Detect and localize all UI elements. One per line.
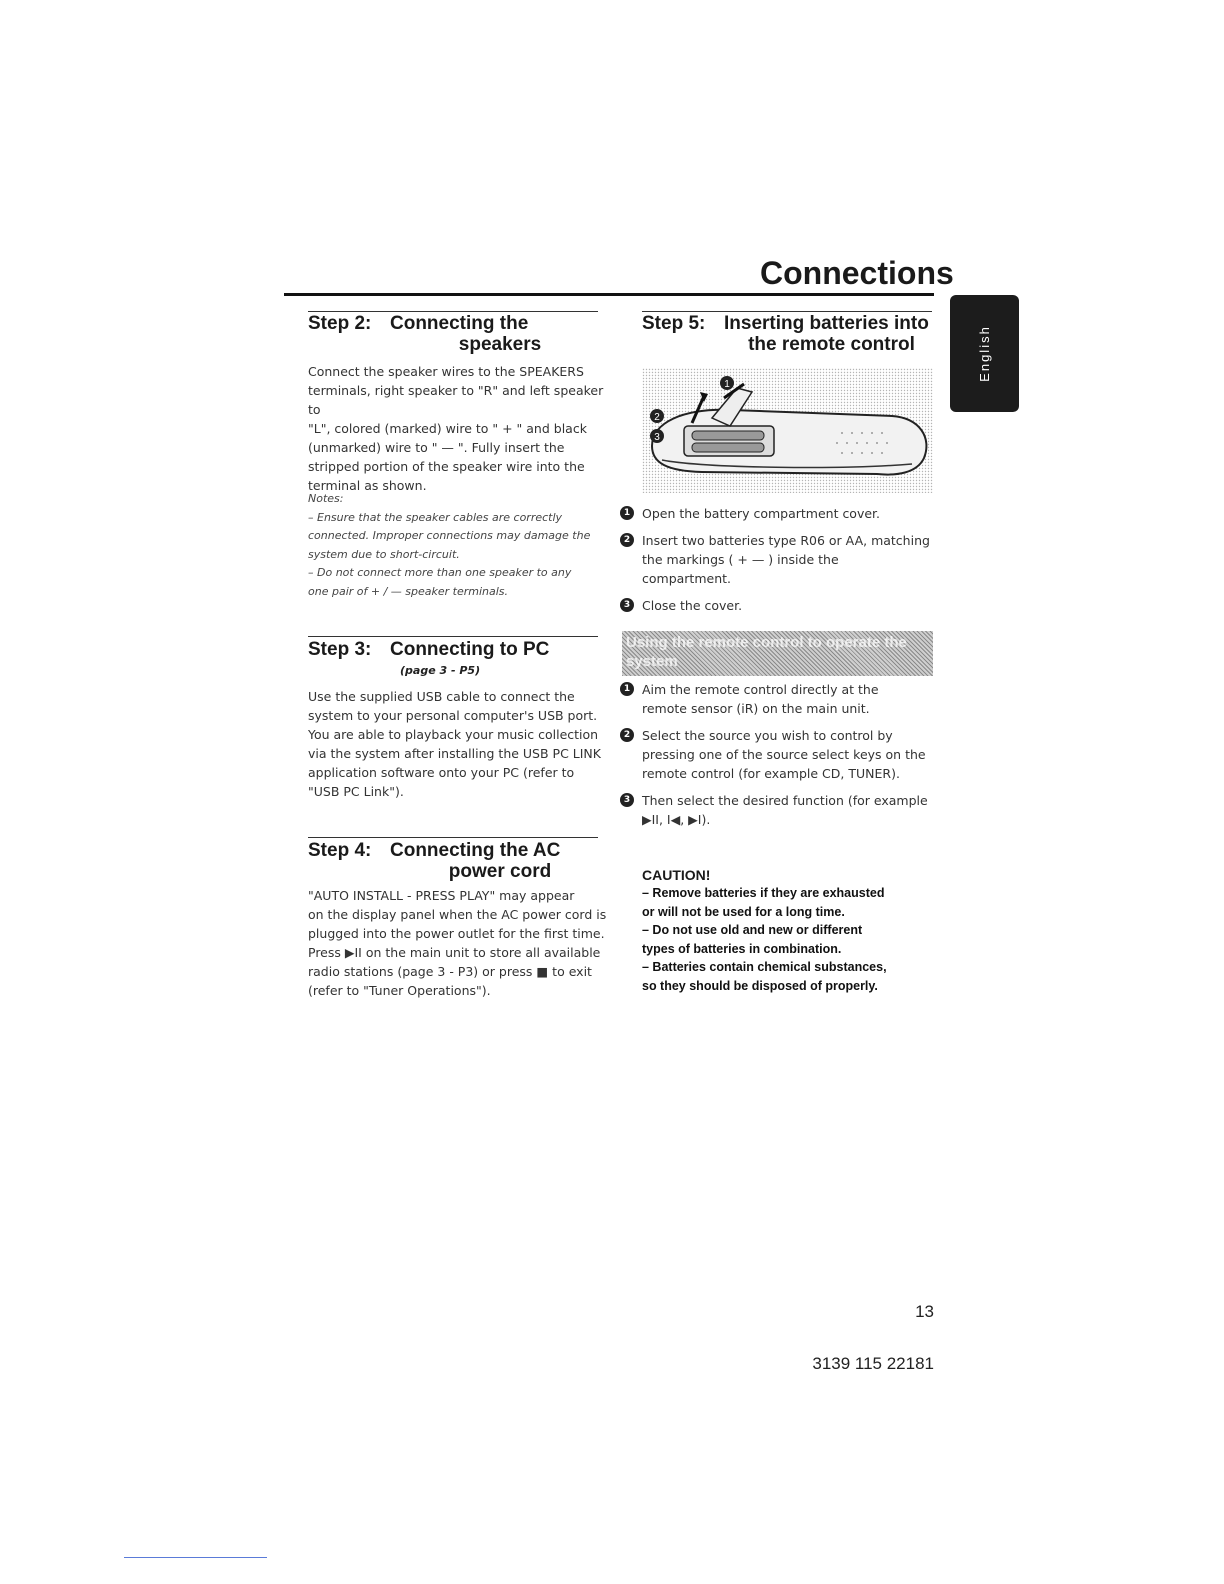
language-tab-label: English bbox=[977, 325, 992, 382]
step4-body-line: radio stations (page 3 - P3) or press ■ to exit bbox=[308, 964, 592, 979]
step4-body-line: on the display panel when the AC power cord is bbox=[308, 907, 607, 922]
marker-1-label: 1 bbox=[724, 379, 730, 390]
step5-rule bbox=[642, 311, 932, 312]
step2-heading bbox=[308, 313, 608, 359]
step4-body-line: "AUTO INSTALL - PRESS PLAY" may appear bbox=[308, 888, 575, 903]
battery-illustration bbox=[642, 368, 933, 493]
step-number-badge: 3 bbox=[620, 793, 634, 807]
step4-title-line1: Connecting the AC bbox=[390, 840, 561, 861]
list-item bbox=[620, 596, 940, 616]
step2-body-line: terminal as shown. bbox=[308, 478, 427, 493]
step2-body-line: Connect the speaker wires to the SPEAKERS bbox=[308, 364, 584, 379]
caution-heading: CAUTION! bbox=[642, 867, 711, 883]
step4-number: Step 4: bbox=[308, 840, 372, 861]
list-item-text: Close the cover. bbox=[642, 598, 743, 613]
marker-3-label: 3 bbox=[654, 432, 660, 443]
step4-body-line: plugged into the power outlet for the first time. bbox=[308, 926, 605, 941]
list-item bbox=[620, 504, 940, 524]
step4-title bbox=[390, 840, 610, 882]
list-item bbox=[620, 791, 940, 831]
note-line: – Ensure that the speaker cables are correctly bbox=[308, 510, 563, 524]
list-item-text: ▶II, I◀, ▶I). bbox=[642, 812, 711, 827]
step-number-badge: 3 bbox=[620, 598, 634, 612]
step3-body-line: Use the supplied USB cable to connect the bbox=[308, 689, 575, 704]
caution-line: – Remove batteries if they are exhausted bbox=[642, 886, 885, 900]
step3-title: Connecting to PC bbox=[390, 639, 550, 660]
step3-heading bbox=[308, 639, 608, 663]
list-item-text: Insert two batteries type R06 or AA, matching bbox=[642, 533, 930, 548]
battery-cell bbox=[692, 443, 764, 452]
step4-rule bbox=[308, 837, 598, 838]
step4-body-line: (refer to "Tuner Operations"). bbox=[308, 983, 491, 998]
list-item-text: Then select the desired function (for example bbox=[642, 793, 928, 808]
step3-page-ref: (page 3 - P5) bbox=[400, 664, 481, 677]
step5-title-line1: Inserting batteries into bbox=[724, 313, 929, 334]
list-item-text: compartment. bbox=[642, 571, 731, 586]
step3-body-line: application software onto your PC (refer to bbox=[308, 765, 575, 780]
step4-title-line2: power cord bbox=[448, 861, 552, 882]
step3-rule bbox=[308, 636, 598, 637]
list-item-text: Aim the remote control directly at the bbox=[642, 682, 879, 697]
step3-body-line: system to your personal computer's USB port. bbox=[308, 708, 598, 723]
list-item bbox=[620, 726, 940, 786]
note-line: – Do not connect more than one speaker to any bbox=[308, 566, 572, 579]
page-number: 13 bbox=[915, 1302, 934, 1321]
step2-title-line2: speakers bbox=[458, 334, 542, 355]
step4-body-line: Press ▶II on the main unit to store all available bbox=[308, 945, 601, 960]
step5-title-line2: the remote control bbox=[748, 334, 915, 355]
step3-body-line: You are able to playback your music collection bbox=[308, 727, 599, 742]
list-item-text: Open the battery compartment cover. bbox=[642, 506, 881, 521]
step2-body-line: stripped portion of the speaker wire into the bbox=[308, 459, 585, 474]
step2-body-line: (unmarked) wire to " — ". Fully insert the bbox=[308, 440, 565, 455]
step-number-badge: 1 bbox=[620, 506, 634, 520]
battery-cell bbox=[692, 431, 764, 440]
header-rule bbox=[284, 293, 934, 296]
step3-number: Step 3: bbox=[308, 639, 372, 660]
list-item-text: Select the source you wish to control by bbox=[642, 728, 893, 743]
step2-body bbox=[308, 362, 608, 495]
step4-body bbox=[308, 886, 608, 1000]
step2-title bbox=[390, 313, 610, 355]
caution-line: or will not be used for a long time. bbox=[642, 904, 845, 919]
caution-line: so they should be disposed of properly. bbox=[642, 978, 878, 993]
step3-body-line: via the system after installing the USB PC LINK bbox=[308, 746, 601, 761]
list-item-text: remote sensor (iR) on the main unit. bbox=[642, 701, 870, 716]
step4-heading bbox=[308, 840, 608, 886]
step5-number: Step 5: bbox=[642, 313, 706, 334]
list-item bbox=[620, 680, 940, 720]
step3-body-line: "USB PC Link"). bbox=[308, 784, 404, 799]
caution-line: types of batteries in combination. bbox=[642, 941, 842, 956]
step2-title-line1: Connecting the bbox=[390, 313, 529, 334]
notes-label: Notes: bbox=[308, 492, 344, 505]
remote-usage-banner bbox=[622, 631, 933, 676]
caution-line: – Batteries contain chemical substances, bbox=[642, 960, 887, 974]
footer-line bbox=[124, 1557, 267, 1558]
step2-number: Step 2: bbox=[308, 313, 372, 334]
caution-body bbox=[642, 884, 942, 995]
list-item bbox=[620, 531, 940, 591]
step5-heading bbox=[642, 313, 942, 359]
step2-body-line: "L", colored (marked) wire to " + " and black bbox=[308, 421, 587, 436]
marker-2-label: 2 bbox=[654, 412, 660, 423]
remote-usage-banner-text: Using the remote control to operate the system bbox=[626, 634, 907, 670]
note-line: connected. Improper connections may damage the bbox=[308, 529, 591, 542]
list-item-text: the markings ( + — ) inside the bbox=[642, 552, 839, 567]
note-line: one pair of + / — speaker terminals. bbox=[308, 584, 509, 598]
step3-body bbox=[308, 687, 608, 801]
document-code: 3139 115 22181 bbox=[812, 1354, 934, 1373]
note-line: system due to short-circuit. bbox=[308, 547, 460, 561]
list-item-text: pressing one of the source select keys on the bbox=[642, 747, 926, 762]
step-number-badge: 2 bbox=[620, 533, 634, 547]
step2-body-line: terminals, right speaker to "R" and left speaker to bbox=[308, 383, 604, 417]
language-tab bbox=[950, 295, 1019, 412]
step5-title bbox=[724, 313, 939, 355]
step-number-badge: 1 bbox=[620, 682, 634, 696]
step2-rule bbox=[308, 311, 598, 312]
step2-notes bbox=[308, 490, 608, 601]
step-number-badge: 2 bbox=[620, 728, 634, 742]
list-item-text: remote control (for example CD, TUNER). bbox=[642, 766, 900, 781]
remote-control-drawing bbox=[642, 368, 933, 493]
page-section-title: Connections bbox=[760, 255, 954, 291]
caution-line: – Do not use old and new or different bbox=[642, 923, 863, 937]
